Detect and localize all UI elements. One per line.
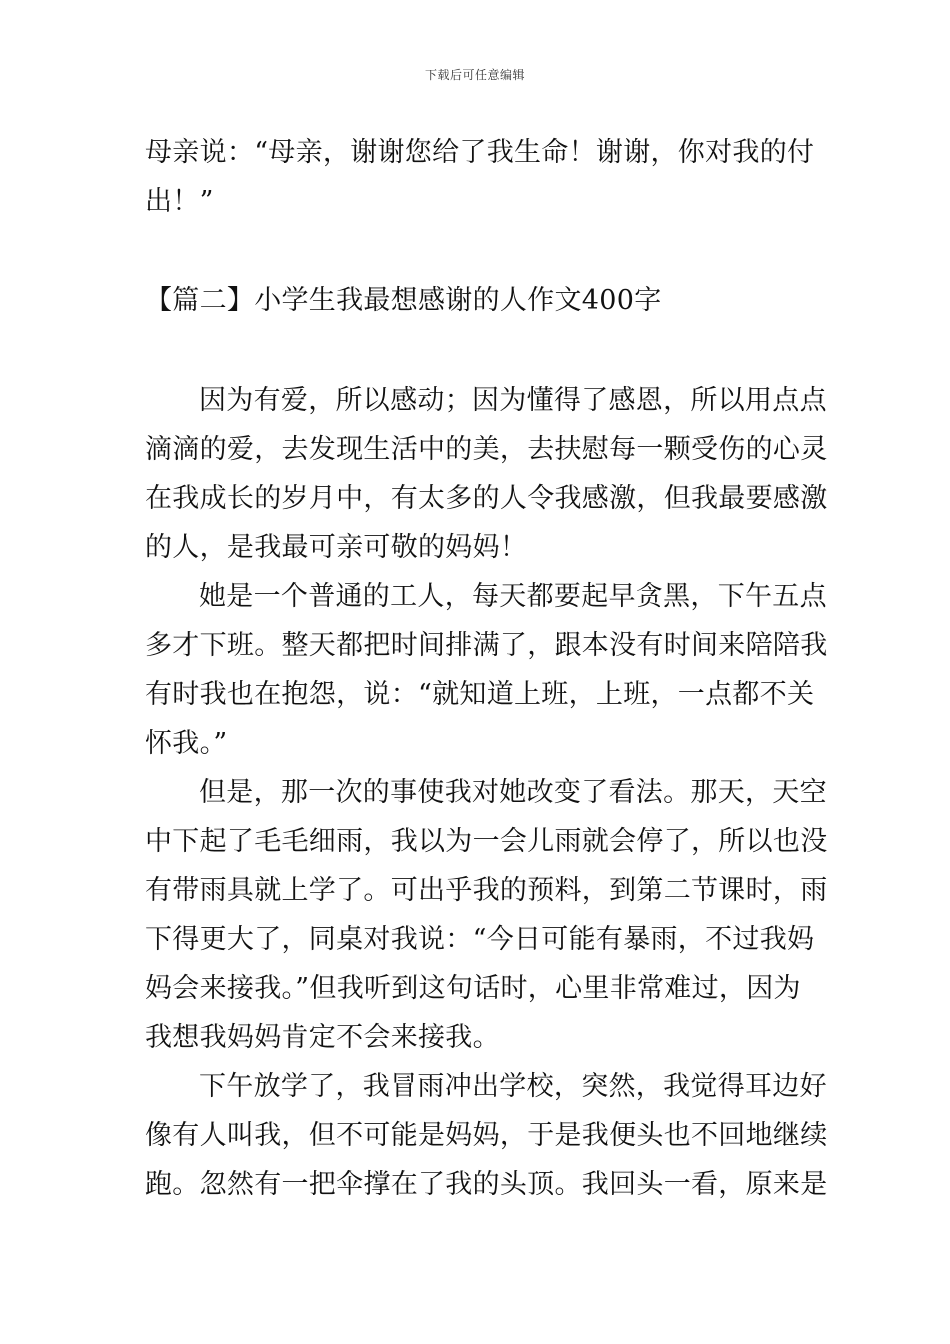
intro-paragraph: [145, 128, 815, 226]
text-line: 她是一个普通的工人，每天都要起早贪黑，下午五点: [199, 581, 827, 612]
text-line: 多才下班。整天都把时间排满了，跟本没有时间来陪陪我: [145, 630, 828, 661]
text-line: 我想我妈妈肯定不会来接我。: [145, 1022, 500, 1053]
section-title: 【篇二】小学生我最想感谢的人作文400字: [145, 285, 662, 316]
text-line: 下得更大了，同桌对我说：“今日可能有暴雨，不过我妈: [145, 924, 815, 955]
text-line: 出！”: [145, 186, 214, 217]
text-line: 在我成长的岁月中，有太多的人令我感激，但我最要感激: [145, 483, 828, 514]
text-line: 中下起了毛毛细雨，我以为一会儿雨就会停了，所以也没: [145, 826, 828, 857]
text-line: 母亲说：“母亲，谢谢您给了我生命！谢谢，你对我的付: [145, 137, 815, 168]
section-title-block: [145, 276, 810, 325]
text-line: 滴滴的爱，去发现生活中的美，去扶慰每一颗受伤的心灵: [145, 434, 828, 465]
text-line: 妈会来接我。”但我听到这句话时，心里非常难过，因为: [145, 973, 801, 1004]
text-line: 怀我。”: [145, 728, 228, 759]
essay-paragraph: [145, 1062, 828, 1209]
essay-paragraph: [145, 376, 828, 572]
text-line: 下午放学了，我冒雨冲出学校，突然，我觉得耳边好: [199, 1071, 827, 1102]
essay-paragraph: [145, 572, 828, 768]
text-line: 像有人叫我，但不可能是妈妈，于是我便头也不回地继续: [145, 1120, 828, 1151]
text-line: 跑。忽然有一把伞撑在了我的头顶。我回头一看，原来是: [145, 1169, 828, 1200]
essay-body: [145, 376, 828, 1209]
page-header: 下载后可任意编辑: [424, 68, 525, 82]
text-line: 有带雨具就上学了。可出乎我的预料，到第二节课时，雨: [145, 875, 828, 906]
text-line: 的人，是我最可亲可敬的妈妈！: [145, 532, 528, 563]
essay-paragraph: [145, 768, 828, 1062]
text-line: 但是，那一次的事使我对她改变了看法。那天，天空: [199, 777, 827, 808]
text-line: 因为有爱，所以感动；因为懂得了感恩，所以用点点: [199, 385, 827, 416]
text-line: 有时我也在抱怨，说：“就知道上班，上班，一点都不关: [145, 679, 815, 710]
